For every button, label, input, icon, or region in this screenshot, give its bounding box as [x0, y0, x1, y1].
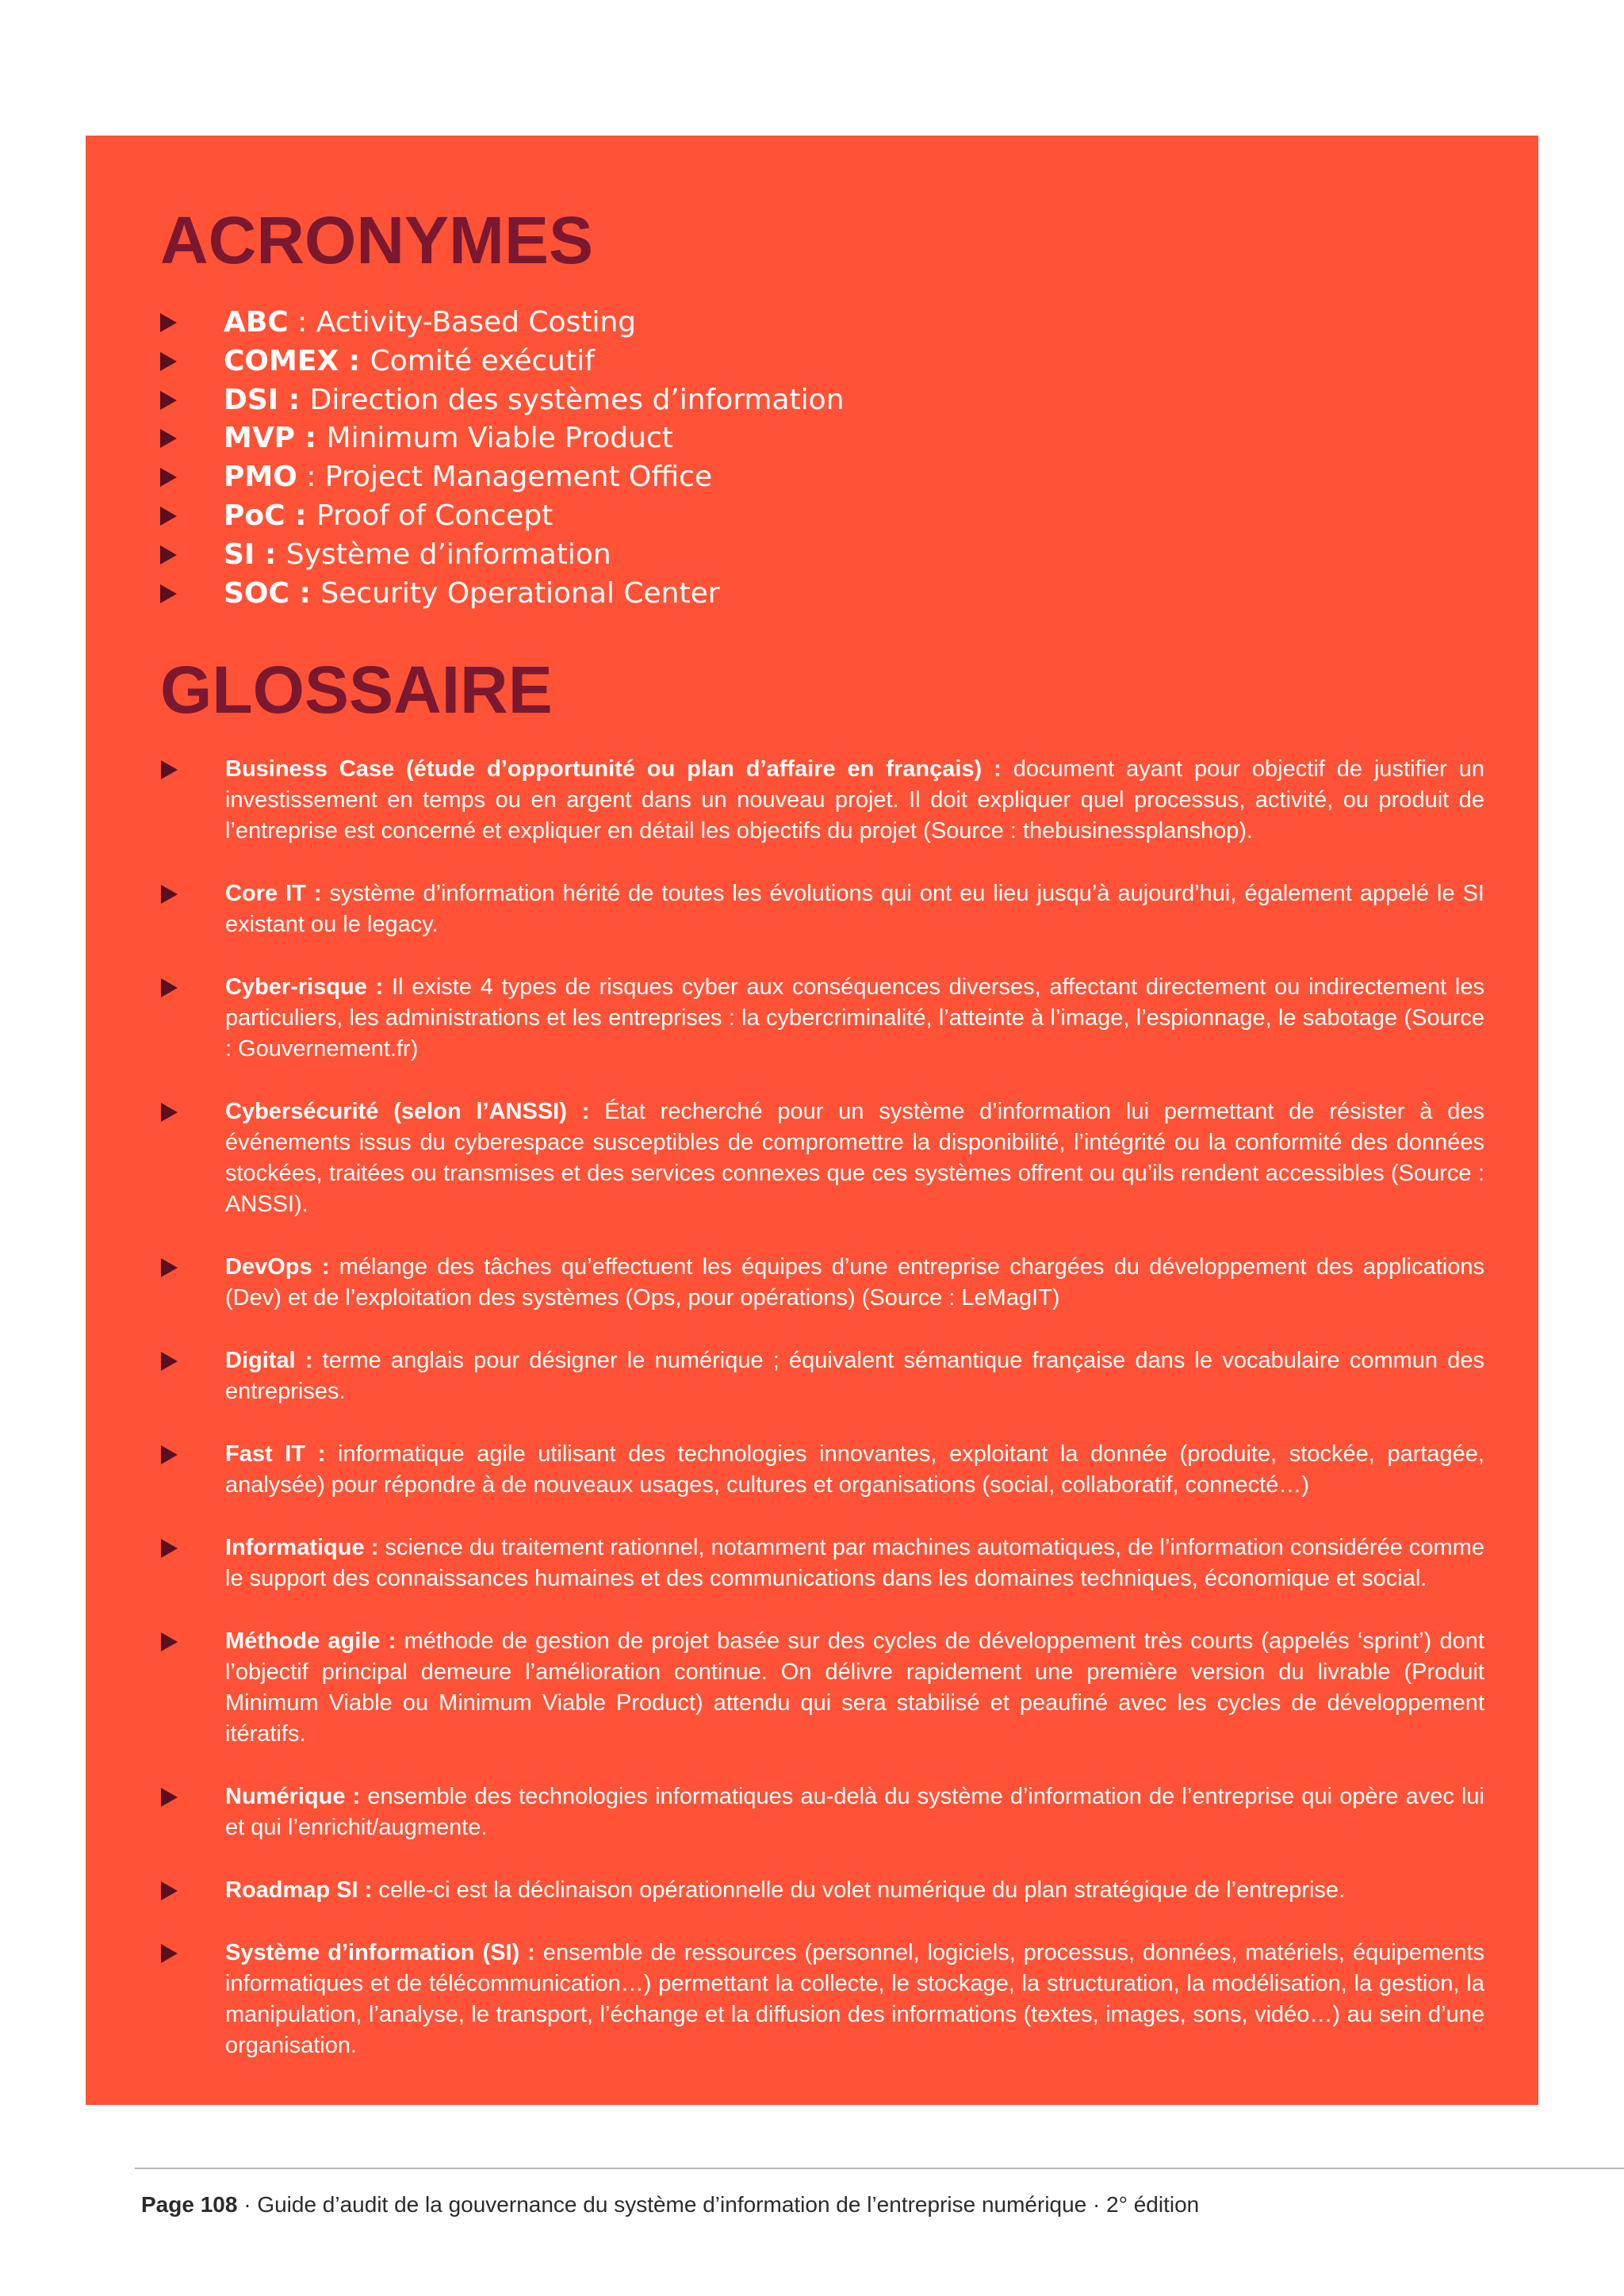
glossary-entry [160, 1626, 1484, 1750]
footer-divider [135, 2168, 1624, 2169]
glossary-definition: ensemble des technologies informatiques au-delà du système d’information de l’entreprise qui opère avec lui et qui l’enrichit/augmente. [225, 1784, 1484, 1840]
acronym-item [160, 342, 845, 381]
glossary-term: DevOps : [225, 1254, 330, 1280]
acronym-abbr: ABC [224, 306, 289, 339]
glossary-entry [160, 1439, 1484, 1501]
glossary-term: Cyber-risque : [225, 974, 384, 1000]
triangle-bullet-icon [161, 1352, 178, 1371]
glossary-definition: science du traitement rationnel, notamment par machines automatiques, de l’information considérée comme le support des connaissances humaines et des communications dans les domaines techniques, économique et social. [225, 1535, 1484, 1591]
glossary-definition: mélange des tâches qu’effectuent les équipes d’une entreprise chargées du développement des applications (Dev) et de l’exploitation des systèmes (Ops, pour opérations) (Source : LeMagIT) [225, 1254, 1484, 1311]
glossary-entry [160, 1096, 1484, 1220]
acronym-abbr: COMEX : [224, 344, 370, 377]
acronym-definition: Project Management Office [324, 461, 713, 494]
triangle-bullet-icon [161, 885, 178, 904]
glossary-entry [160, 1345, 1484, 1407]
glossary-term: Numérique : [225, 1784, 361, 1809]
acronymes-list [160, 304, 845, 613]
glossary-term: Système d’information (SI) : [225, 1940, 535, 1965]
acronymes-heading: ACRONYMES [160, 203, 594, 277]
acronym-separator: : [288, 306, 316, 339]
glossary-term: Digital : [225, 1348, 313, 1373]
glossary-entry [160, 1875, 1484, 1906]
glossary-entry [160, 754, 1484, 847]
acronym-abbr: SI : [224, 538, 286, 571]
glossary-definition: informatique agile utilisant des technologies innovantes, exploitant la donnée (produite, stockée, partagée, analysée) pour répondre à de nouveaux usages, cultures et organisations (social, collaboratif, connecté…) [225, 1441, 1484, 1498]
triangle-bullet-icon [160, 507, 177, 526]
glossaire-heading: GLOSSAIRE [160, 652, 553, 727]
glossary-definition: terme anglais pour désigner le numérique ; équivalent sémantique française dans le vocabulaire commun des entreprises. [225, 1348, 1484, 1404]
triangle-bullet-icon [160, 468, 177, 487]
acronym-definition: Security Operational Center [320, 576, 720, 610]
acronym-abbr: SOC : [224, 576, 321, 610]
acronym-definition: Système d’information [285, 538, 611, 571]
triangle-bullet-icon [160, 429, 177, 448]
acronym-abbr: MVP : [224, 422, 327, 455]
triangle-bullet-icon [161, 1881, 178, 1900]
footer-separator: · [237, 2192, 258, 2217]
glossary-definition: État recherché pour un système d’information lui permettant de résister à des événements issus du cyberespace susceptibles de compromettre la disponibilité, l’intégrité ou la conformité des données stockées, traitées ou transmises et des services connexes que ces systèmes offrent ou qu’ils rendent accessibles (Source : ANSSI). [225, 1099, 1484, 1217]
acronym-definition: Comité exécutif [370, 344, 595, 377]
glossary-term: Cybersécurité (selon l’ANSSI) : [225, 1099, 590, 1124]
acronym-separator: : [297, 461, 325, 494]
acronym-item [160, 419, 845, 458]
glossaire-list [160, 754, 1484, 2093]
acronym-definition: Activity-Based Costing [316, 306, 637, 339]
glossary-entry [160, 1533, 1484, 1594]
acronym-item [160, 536, 845, 575]
glossary-term: Informatique : [225, 1535, 379, 1560]
triangle-bullet-icon [161, 1539, 178, 1558]
triangle-bullet-icon [160, 352, 177, 371]
page-number: Page 108 [141, 2192, 238, 2217]
acronym-item [160, 458, 845, 497]
acronym-abbr: DSI : [224, 383, 310, 416]
triangle-bullet-icon [160, 391, 177, 410]
glossary-entry [160, 972, 1484, 1065]
glossary-definition: document ayant pour objectif de justifier un investissement en temps ou en argent dans un nouveau projet. Il doit expliquer quel processus, activité, ou produit de l’entreprise est concerné et expliquer en détail les objectifs du projet (Source : thebusinessplanshop). [225, 756, 1485, 844]
glossary-definition: Il existe 4 types de risques cyber aux conséquences diverses, affectant directement ou indirectement les particuliers, les administrations et les entreprises : la cybercriminalité, l’atteinte à l’image, l’espionnage, le sabotage (Source : Gouvernement.fr) [225, 974, 1484, 1062]
glossary-entry [160, 1252, 1484, 1314]
triangle-bullet-icon [160, 545, 177, 564]
content-panel [86, 136, 1538, 2105]
triangle-bullet-icon [161, 1632, 178, 1651]
page-footer [141, 2192, 1199, 2218]
glossary-entry [160, 878, 1484, 940]
triangle-bullet-icon [161, 760, 178, 779]
glossary-term: Méthode agile : [225, 1628, 396, 1654]
triangle-bullet-icon [161, 1944, 178, 1963]
triangle-bullet-icon [161, 978, 178, 997]
triangle-bullet-icon [160, 584, 177, 603]
acronym-abbr: PMO [224, 461, 297, 494]
glossary-entry [160, 1938, 1484, 2061]
glossary-definition: système d’information hérité de toutes les évolutions qui ont eu lieu jusqu’à aujourd’hui, également appelé le SI existant ou le legacy. [225, 881, 1484, 937]
glossary-term: Core IT : [225, 881, 322, 906]
glossary-entry [160, 1781, 1484, 1843]
acronym-item [160, 304, 845, 342]
footer-title: Guide d’audit de la gouvernance du système d’information de l’entreprise numérique · 2° édition [257, 2192, 1200, 2217]
acronym-item [160, 575, 845, 614]
triangle-bullet-icon [161, 1103, 178, 1122]
glossary-definition: ensemble de ressources (personnel, logiciels, processus, données, matériels, équipements informatiques et de télécommunication…) permettant la collecte, le stockage, la structuration, la modélisation, la gestion, la manipulation, l’analyse, le transport, l’échange et la diffusion des informations (textes, images, sons, vidéo…) au sein d’une organisation. [225, 1940, 1484, 2058]
acronym-abbr: PoC : [224, 499, 316, 532]
acronym-definition: Direction des systèmes d’information [309, 383, 845, 416]
glossary-term: Roadmap SI : [225, 1877, 373, 1903]
acronym-definition: Minimum Viable Product [326, 422, 673, 455]
acronym-item [160, 381, 845, 420]
triangle-bullet-icon [161, 1788, 178, 1807]
triangle-bullet-icon [161, 1258, 178, 1277]
acronym-definition: Proof of Concept [316, 499, 553, 532]
glossary-term: Fast IT : [225, 1441, 326, 1467]
triangle-bullet-icon [161, 1445, 178, 1464]
glossary-definition: méthode de gestion de projet basée sur des cycles de développement très courts (appelés ‘sprint’) dont l’objectif principal demeure l’amélioration continue. On délivre rapidement une première version du livrable (Produit Minimum Viable ou Minimum Viable Product) attendu qui sera stabilisé et peaufiné avec les cycles de développement itératifs. [225, 1628, 1484, 1747]
acronym-item [160, 497, 845, 536]
glossary-definition: celle-ci est la déclinaison opérationnelle du volet numérique du plan stratégique de l’entreprise. [372, 1877, 1346, 1903]
glossary-term: Business Case (étude d’opportunité ou plan d’affaire en français) : [225, 756, 1002, 782]
triangle-bullet-icon [160, 313, 177, 332]
